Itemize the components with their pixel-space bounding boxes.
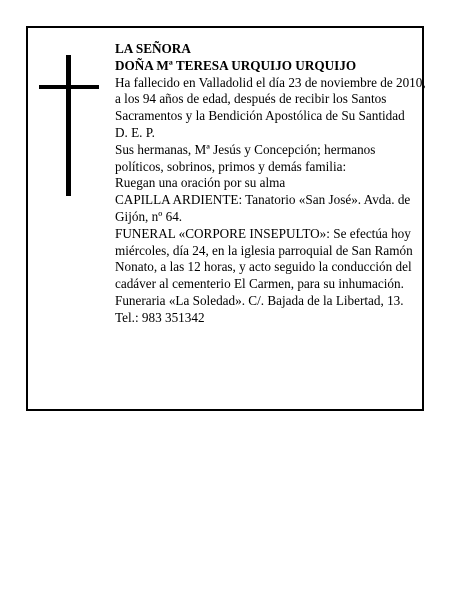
obituary-notice bbox=[26, 26, 424, 411]
notice-heading-title: LA SEÑORA bbox=[115, 41, 191, 56]
family-line: Sus hermanas, Mª Jesús y Concepción; hermanos políticos, sobrinos, primos y demás familia: bbox=[115, 141, 376, 174]
deceased-name: DOÑA Mª TERESA URQUIJO URQUIJO bbox=[115, 57, 357, 73]
phone-number: Tel.: 983 351342 bbox=[115, 309, 205, 325]
funeral-home: Funeraria «La Soledad». C/. Bajada de la Libertad, 13. bbox=[115, 292, 404, 308]
cross-horizontal-bar bbox=[39, 85, 99, 89]
death-announcement: Ha fallecido en Valladolid el día 23 de noviembre de 2010, a los 94 años de edad, después de recibir los Santos Sacramentos y la Bendición Apostólica de Su Santidad bbox=[115, 74, 426, 124]
chapel-info: CAPILLA ARDIENTE: Tanatorio «San José». Avda. de Gijón, nº 64. bbox=[115, 192, 411, 224]
notice-text bbox=[115, 41, 427, 327]
funeral-info: FUNERAL «CORPORE INSEPULTO»: Se efectúa hoy miércoles, día 24, en la iglesia parroquial de San Ramón Nonato, a las 12 horas, y acto seguido la conducción del cadáver al cementerio El Carmen, para su inhumación. bbox=[115, 225, 413, 292]
prayer-request: Ruegan una oración por su alma bbox=[115, 175, 286, 191]
cross-vertical-bar bbox=[66, 55, 71, 196]
dep-line: D. E. P. bbox=[115, 124, 155, 140]
